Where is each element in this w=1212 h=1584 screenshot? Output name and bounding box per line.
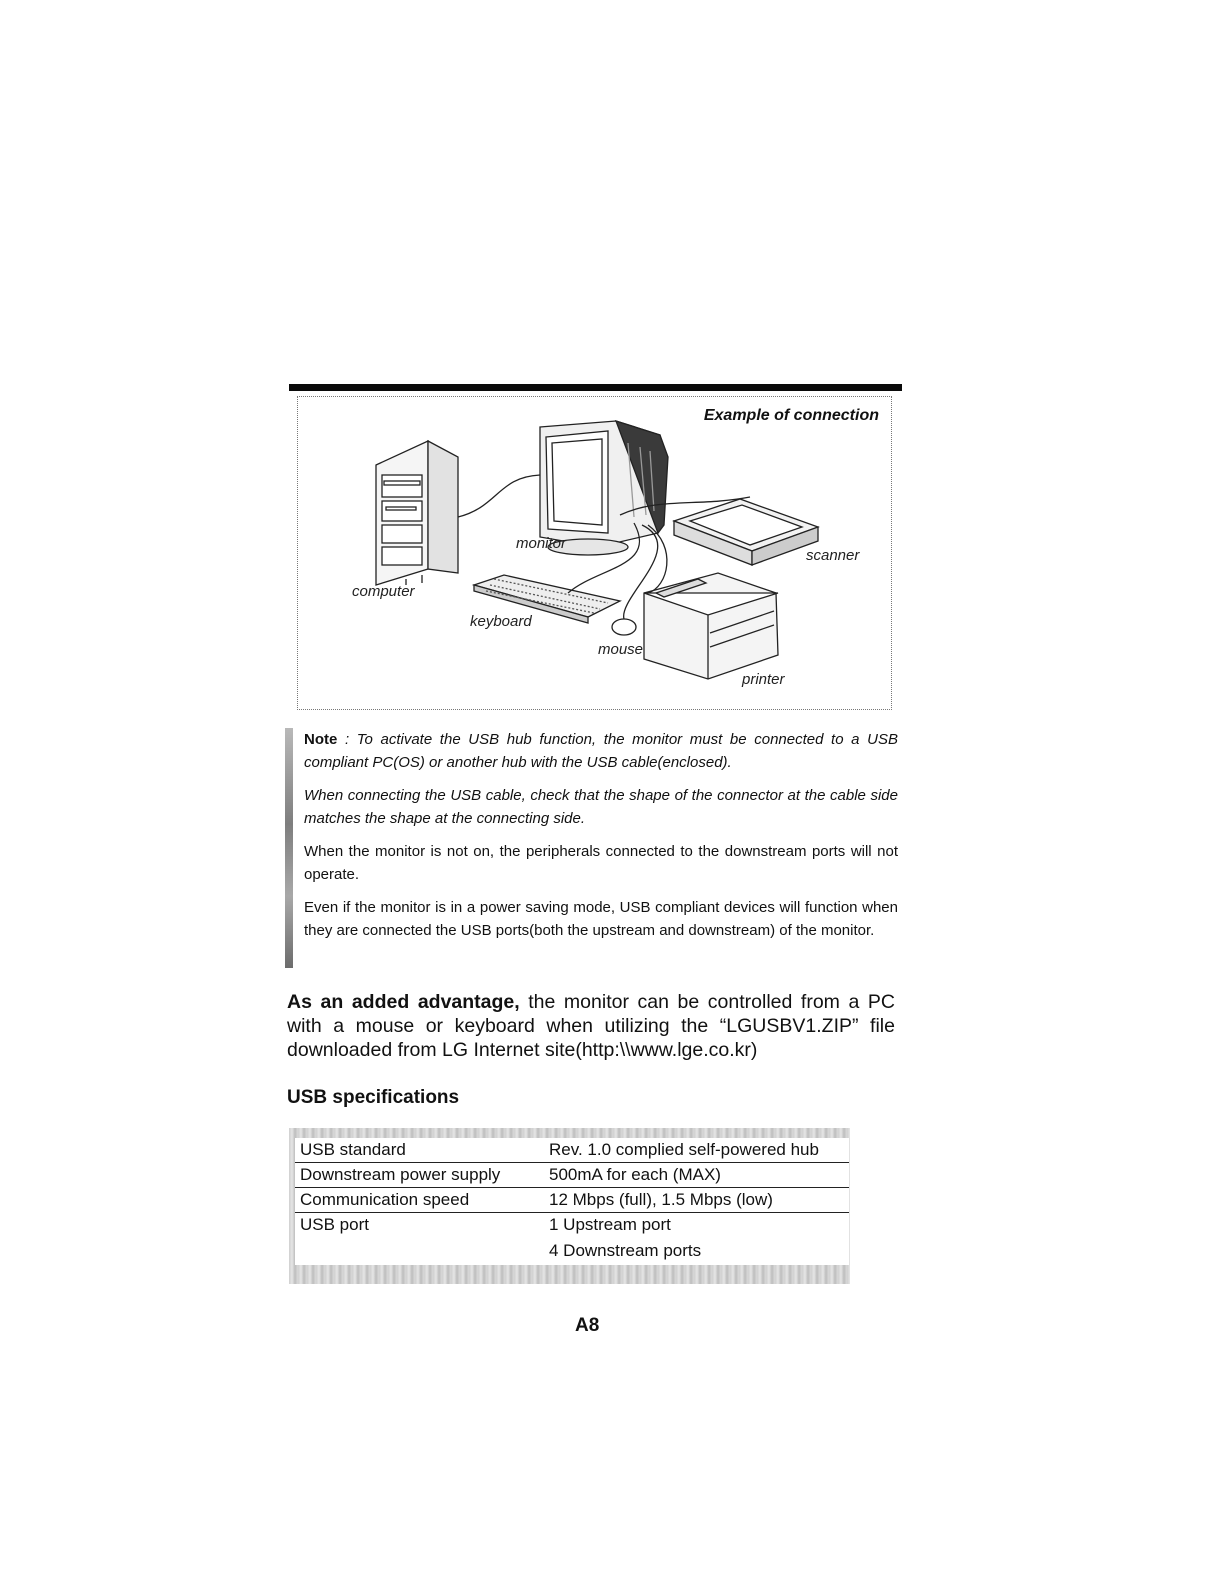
label-scanner: scanner: [806, 547, 860, 564]
advantage-lead: As an added advantage,: [287, 991, 520, 1013]
page-number: A8: [575, 1315, 600, 1336]
connection-illustration: [298, 397, 893, 711]
note-sidebar: [285, 728, 293, 968]
spec-value: 4 Downstream ports: [549, 1241, 702, 1260]
scanner: [674, 499, 818, 565]
table-row: [295, 1188, 849, 1213]
printer: [644, 573, 778, 679]
spec-value: 500mA for each (MAX): [549, 1165, 721, 1184]
computer-tower: [376, 441, 458, 585]
note-item: Even if the monitor is in a power saving mode, USB compliant devices will function when they are connected the USB ports(both the upstream and downstream) of the monitor.: [304, 899, 898, 939]
spec-key: Communication speed: [300, 1190, 470, 1209]
table-row: [295, 1163, 849, 1188]
specs-table: [289, 1128, 850, 1284]
advantage-paragraph: [287, 990, 895, 1062]
table-row: [295, 1138, 849, 1163]
advantage-text: the monitor can be controlled from a PC with a mouse or keyboard when utilizing the “LGUSBV1.ZIP” file downloaded from LG Internet site(http:\\www.lge.co.kr): [287, 991, 895, 1061]
table-row: [295, 1213, 849, 1265]
spec-key: USB port: [300, 1215, 369, 1234]
note-item: When the monitor is not on, the peripherals connected to the downstream ports will not operate.: [304, 843, 898, 883]
connection-figure: [297, 396, 892, 710]
top-rule: [289, 384, 902, 391]
spec-key: Downstream power supply: [300, 1165, 501, 1184]
figure-title: Example of connection: [703, 407, 879, 424]
label-keyboard: keyboard: [470, 613, 532, 630]
label-printer: printer: [742, 671, 785, 688]
spec-value: 1 Upstream port: [549, 1215, 671, 1234]
specs-heading: USB specifications: [287, 1087, 460, 1108]
spec-value: 12 Mbps (full), 1.5 Mbps (low): [549, 1190, 773, 1209]
note-item: When connecting the USB cable, check that the shape of the connector at the cable side matches the shape at the connecting side.: [304, 787, 898, 827]
label-mouse: mouse: [598, 641, 644, 658]
label-computer: computer: [352, 583, 415, 600]
note-block: [304, 728, 898, 952]
label-monitor: monitor: [516, 535, 567, 552]
note-item: [304, 728, 898, 774]
note-text-1: To activate the USB hub function, the monitor must be connected to a USB compliant PC(OS) or another hub with the USB cable(enclosed).: [304, 731, 898, 771]
spec-value: Rev. 1.0 complied self-powered hub: [549, 1140, 819, 1159]
mouse: [612, 619, 636, 635]
note-separator: :: [337, 731, 357, 748]
spec-key: USB standard: [300, 1140, 406, 1159]
note-label: Note: [304, 731, 338, 748]
